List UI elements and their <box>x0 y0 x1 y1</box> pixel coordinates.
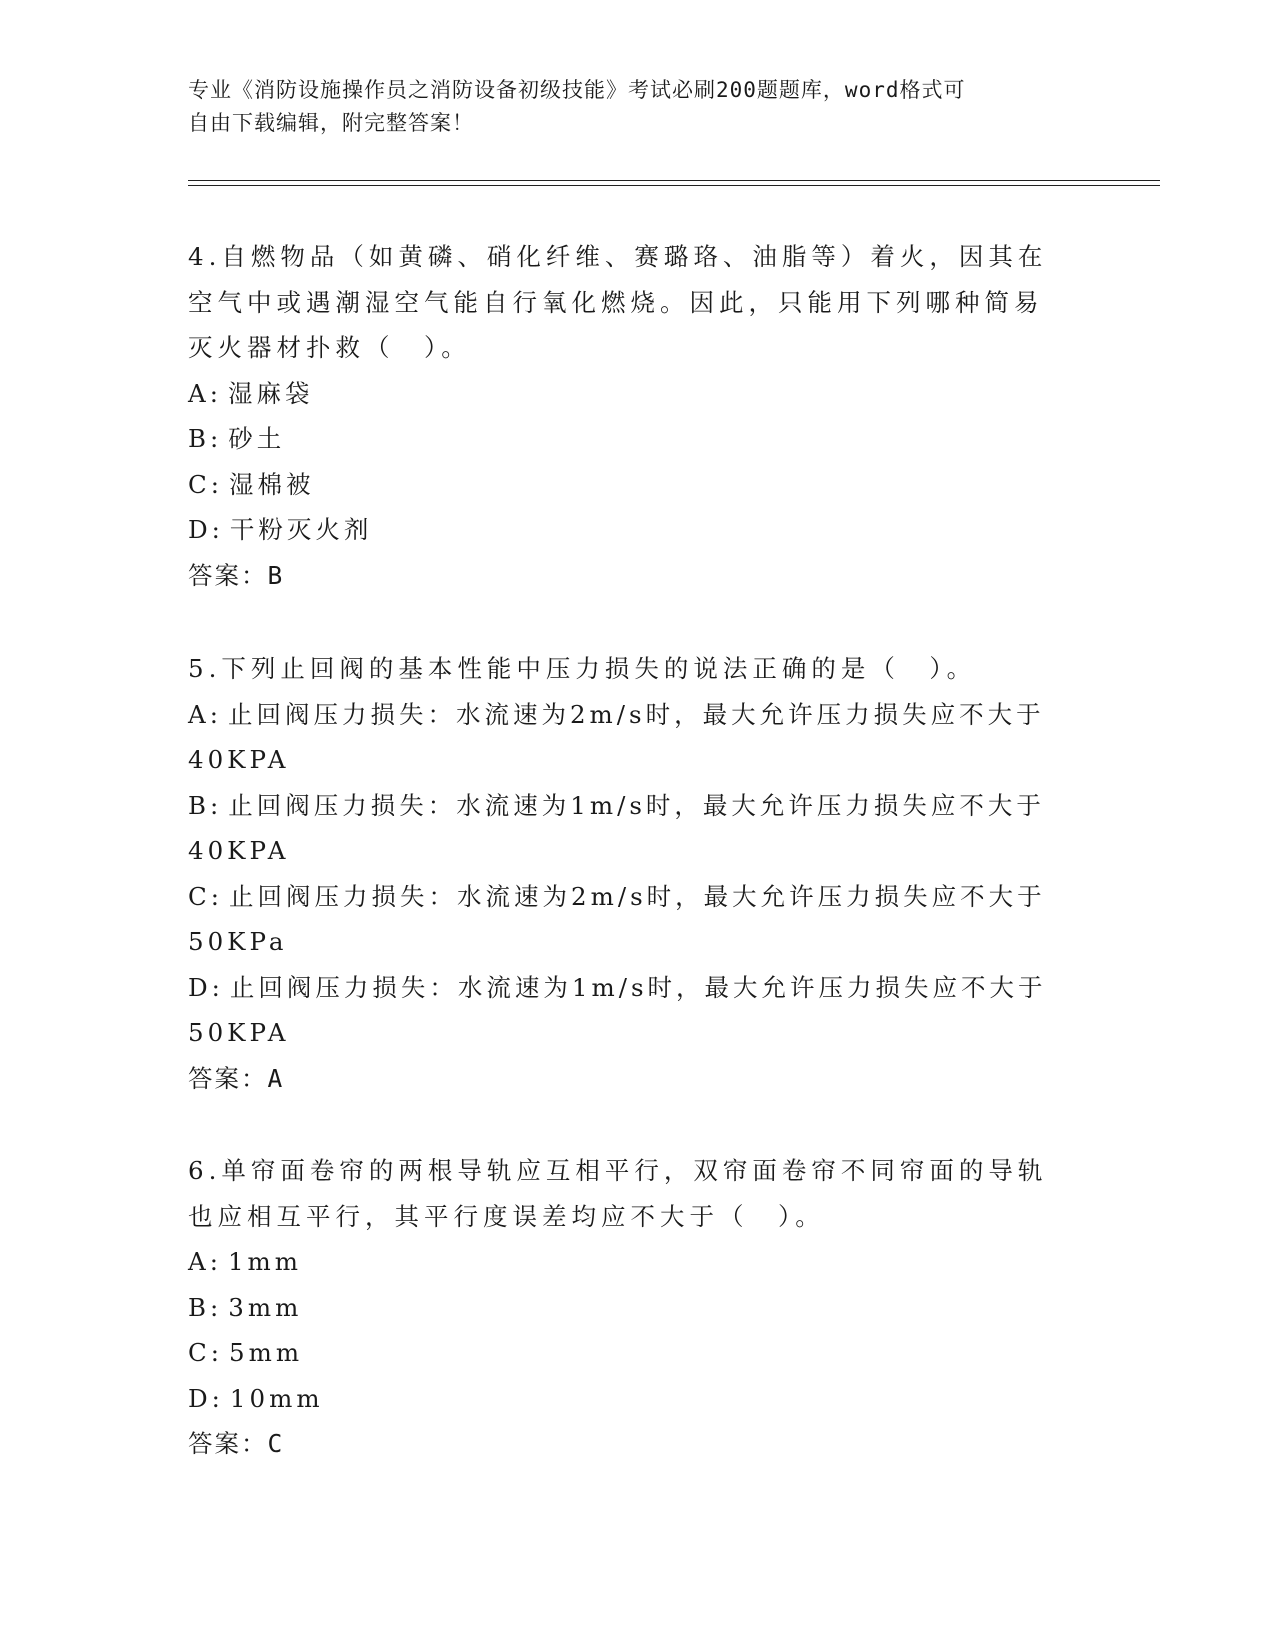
option-d <box>188 965 1068 1056</box>
header-line-1: 专业《消防设施操作员之消防设备初级技能》考试必刷200题题库，word格式可 <box>188 78 966 102</box>
header-line-2: 自由下载编辑，附完整答案！ <box>188 111 474 135</box>
option-text: 止回阀压力损失：水流速为2m/s时，最大允许压力损失应不大于50KPa <box>188 881 1046 956</box>
question-stem: 4.自燃物品（如黄磷、硝化纤维、赛璐珞、油脂等）着火，因其在空气中或遇潮湿空气能自行氧化燃烧。因此，只能用下列哪种简易灭火器材扑救（ ）。 <box>188 242 1048 362</box>
option-label: C: <box>188 469 224 499</box>
question-6 <box>188 1148 1068 1467</box>
option-label: A: <box>188 378 222 408</box>
option-a <box>188 371 1068 417</box>
option-label: C: <box>188 881 224 911</box>
option-text: 湿棉被 <box>229 469 315 499</box>
option-a <box>188 692 1068 783</box>
option-text: 止回阀压力损失：水流速为1m/s时，最大允许压力损失应不大于40KPA <box>188 790 1045 865</box>
option-text: 10mm <box>229 1383 324 1413</box>
option-label: B: <box>188 1292 223 1322</box>
option-label: D: <box>188 515 224 544</box>
option-text: 干粉灭火剂 <box>229 515 373 544</box>
option-text: 3mm <box>228 1292 303 1322</box>
option-text: 止回阀压力损失：水流速为1m/s时，最大允许压力损失应不大于50KPA <box>188 972 1047 1047</box>
document-header <box>188 74 1068 140</box>
option-label: B: <box>188 424 223 453</box>
option-label: B: <box>188 790 223 820</box>
option-text: 5mm <box>229 1338 304 1367</box>
header-divider-top <box>188 180 1160 181</box>
option-b <box>188 416 1068 462</box>
option-label: D: <box>188 972 224 1002</box>
option-label: A: <box>188 1247 222 1276</box>
question-stem: 6.单帘面卷帘的两根导轨应互相平行，双帘面卷帘不同帘面的导轨也应相互平行，其平行度误差均应不大于（ ）。 <box>188 1156 1048 1231</box>
option-a <box>188 1239 1068 1285</box>
option-c <box>188 462 1068 508</box>
answer-line: 答案：A <box>188 1063 285 1093</box>
answer-line: 答案：C <box>188 1429 285 1458</box>
option-b <box>188 783 1068 874</box>
option-c <box>188 1330 1068 1376</box>
option-d <box>188 1376 1068 1422</box>
question-4 <box>188 234 1068 598</box>
option-label: C: <box>188 1338 224 1367</box>
option-c <box>188 874 1068 965</box>
option-text: 砂土 <box>228 424 286 453</box>
option-label: A: <box>188 699 222 729</box>
option-text: 湿麻袋 <box>227 378 314 408</box>
header-divider-bottom <box>188 185 1160 186</box>
question-stem: 5.下列止回阀的基本性能中压力损失的说法正确的是（ ）。 <box>188 654 977 683</box>
option-text: 1mm <box>227 1247 303 1276</box>
option-b <box>188 1285 1068 1331</box>
answer-line: 答案：B <box>188 560 285 590</box>
option-d <box>188 507 1068 553</box>
option-label: D: <box>188 1383 224 1413</box>
option-text: 止回阀压力损失：水流速为2m/s时，最大允许压力损失应不大于40KPA <box>188 699 1045 774</box>
question-5 <box>188 646 1068 1101</box>
